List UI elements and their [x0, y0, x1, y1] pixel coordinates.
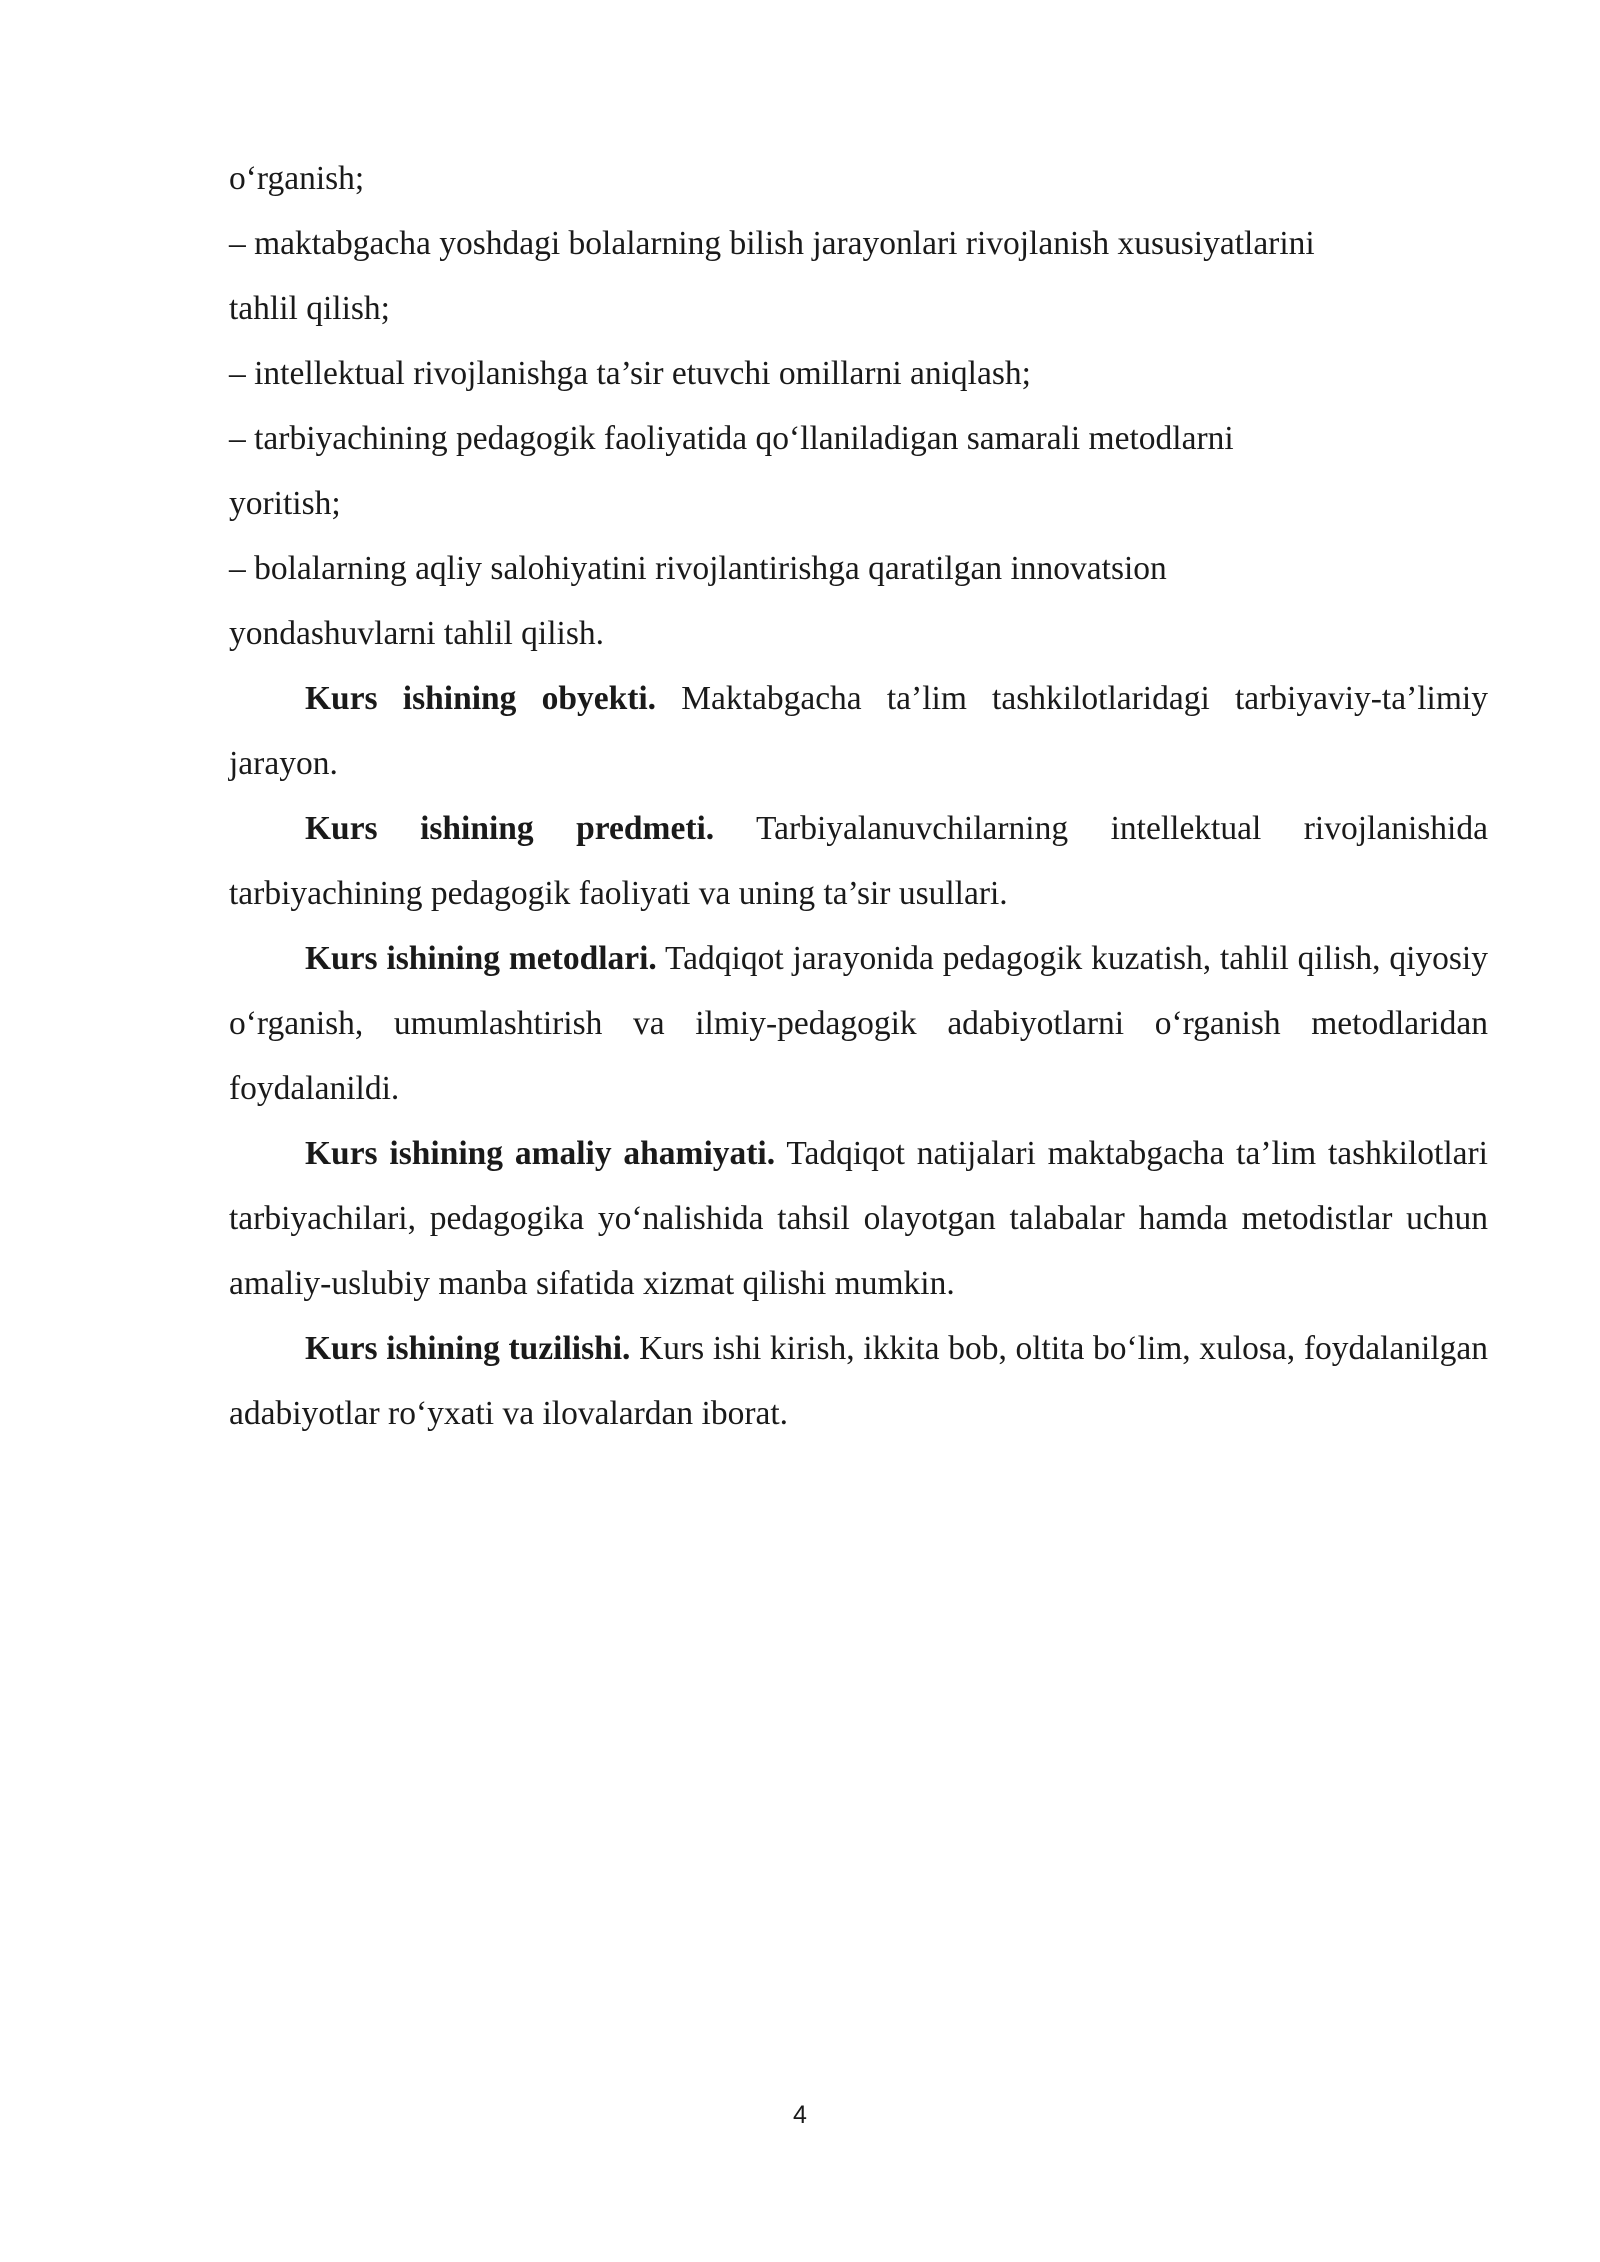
list-line: tahlil qilish;: [229, 290, 390, 327]
list-line: – intellektual rivojlanishga ta’sir etuvchi omillarni aniqlash;: [229, 355, 1031, 392]
methods-heading: Kurs ishining metodlari.: [305, 940, 657, 977]
practical-significance-heading: Kurs ishining amaliy ahamiyati.: [305, 1135, 776, 1172]
structure-paragraph: [229, 1316, 1488, 1446]
list-line: yoritish;: [229, 485, 341, 522]
object-heading: Kurs ishining obyekti.: [305, 680, 657, 717]
list-line: – tarbiyachining pedagogik faoliyatida qo‘llaniladigan samarali metodlarni: [229, 420, 1234, 457]
subject-heading: Kurs ishining predmeti.: [305, 810, 715, 847]
methods-paragraph: [229, 926, 1488, 1121]
practical-significance-text: Tadqiqot natijalari maktabgacha ta’lim tashkilotlari tarbiyachilari, pedagogika yo‘nalishida tahsil olayotgan talabalar hamda metodistlar uchun amaliy-uslubiy manba sifatida xizmat qilishi mumkin.: [229, 1135, 1488, 1302]
structure-text: Kurs ishi kirish, ikkita bob, oltita bo‘lim, xulosa, foydalanilgan adabiyotlar ro‘yxati va ilovalardan iborat.: [229, 1330, 1489, 1432]
object-paragraph: [229, 666, 1488, 796]
page-number: 4: [793, 2101, 807, 2129]
subject-paragraph: [229, 796, 1488, 926]
structure-heading: Kurs ishining tuzilishi.: [305, 1330, 631, 1367]
practical-significance-paragraph: [229, 1121, 1488, 1316]
subject-text: Tarbiyalanuvchilarning intellektual rivojlanishida tarbiyachining pedagogik faoliyati va uning ta’sir usullari.: [229, 810, 1488, 912]
list-line: o‘rganish;: [229, 160, 365, 197]
list-line: – maktabgacha yoshdagi bolalarning bilish jarayonlari rivojlanish xususiyatlarini: [229, 225, 1315, 262]
list-line: yondashuvlarni tahlil qilish.: [229, 615, 604, 652]
document-body: [229, 146, 1488, 1446]
methods-text: Tadqiqot jarayonida pedagogik kuzatish, tahlil qilish, qiyosiy o‘rganish, umumlashtirish va ilmiy-pedagogik adabiyotlarni o‘rganish metodlaridan foydalanildi.: [229, 940, 1488, 1107]
object-text: Maktabgacha ta’lim tashkilotlaridagi tarbiyaviy-ta’limiy jarayon.: [229, 680, 1488, 782]
list-line: – bolalarning aqliy salohiyatini rivojlantirishga qaratilgan innovatsion: [229, 550, 1167, 587]
